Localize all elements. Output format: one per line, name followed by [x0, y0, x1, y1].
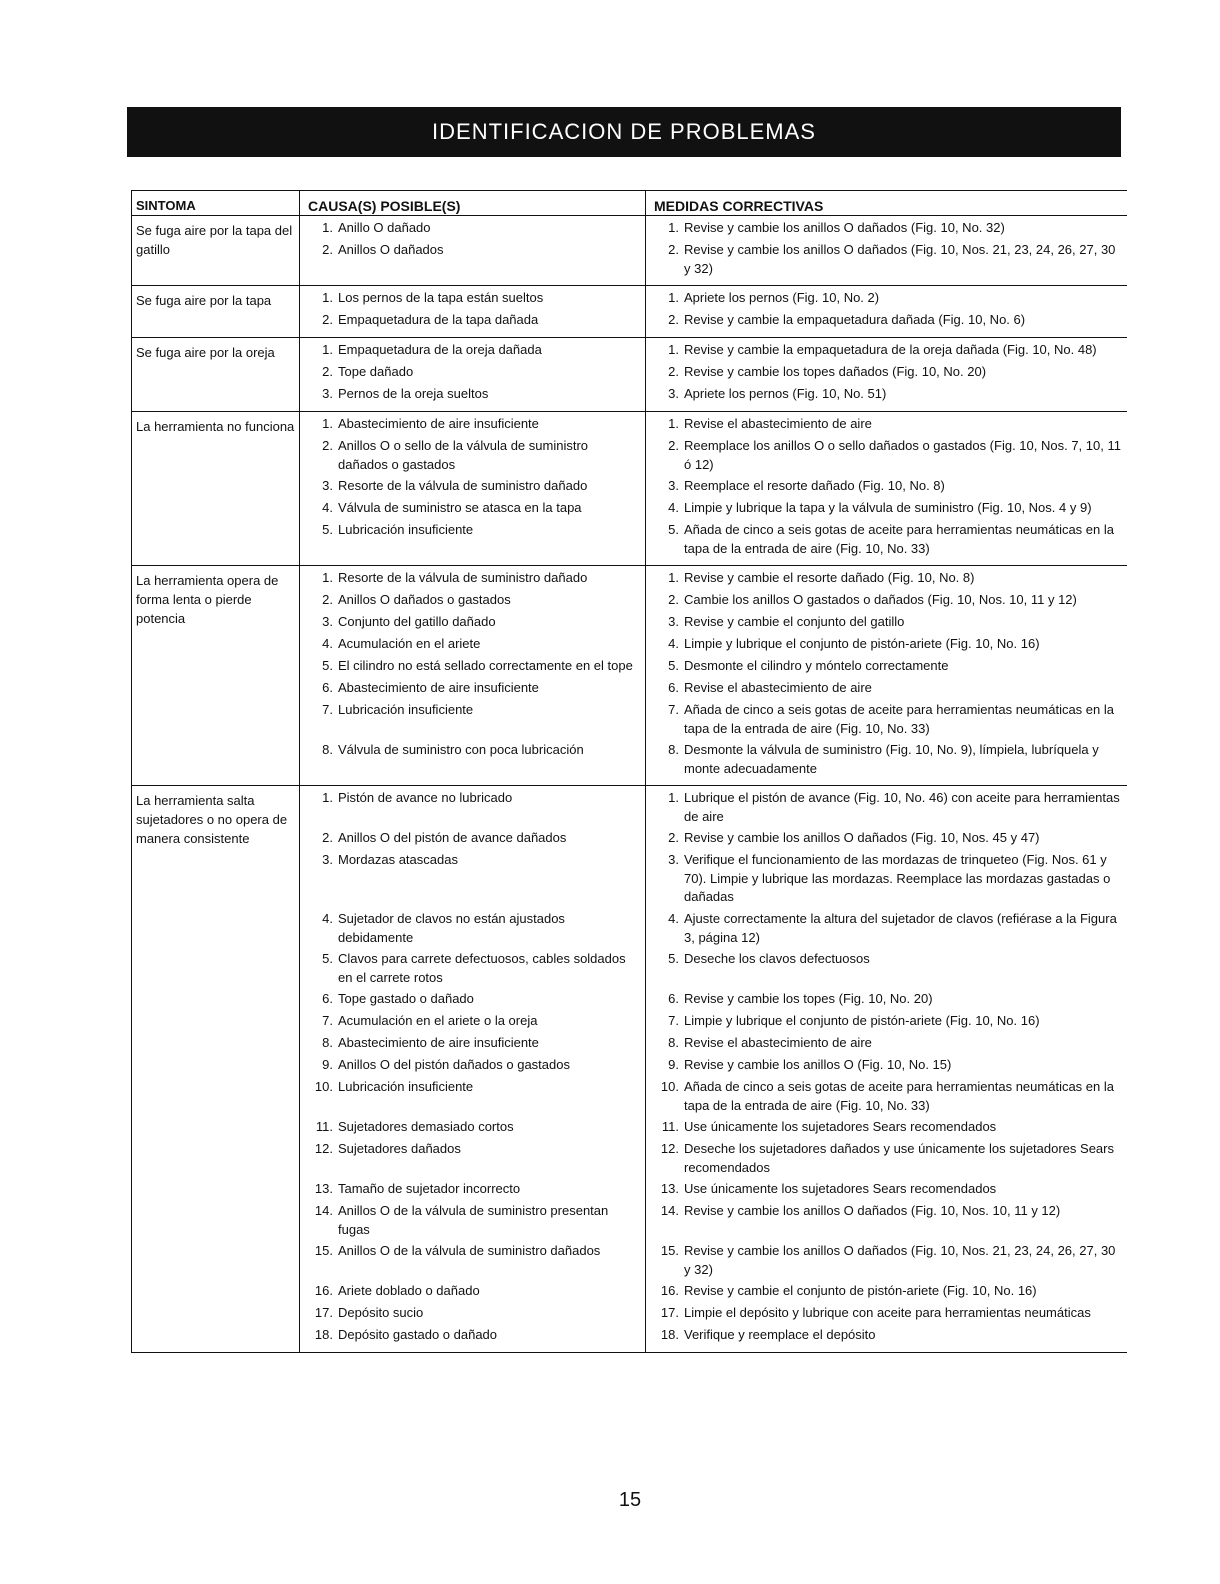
remedy-number: 17. [660, 1305, 679, 1320]
remedy-number: 2. [668, 438, 679, 453]
cause-item [304, 289, 641, 308]
remedy-item [650, 499, 1123, 518]
cause-number: 12. [314, 1141, 333, 1156]
page-number: 15 [618, 1489, 642, 1511]
cause-text: Anillos O dañados o gastados [338, 592, 511, 607]
cause-text: El cilindro no está sellado correctamente en el tope [338, 658, 633, 673]
cause-text: Anillos O de la válvula de suministro dañados [338, 1243, 601, 1258]
cause-text: Abastecimiento de aire insuficiente [338, 416, 539, 431]
remedy-item [650, 415, 1123, 434]
remedy-text: Desmonte el cilindro y móntelo correctamente [684, 658, 949, 673]
cause-text: Válvula de suministro con poca lubricación [338, 742, 584, 757]
cause-text: Válvula de suministro se atasca en la tapa [338, 500, 582, 515]
cause-text: Conjunto del gatillo dañado [338, 614, 496, 629]
remedy-number: 13. [660, 1181, 679, 1196]
cause-number: 2. [322, 364, 333, 379]
page-title-banner [127, 107, 1121, 157]
cause-number: 10. [314, 1079, 333, 1094]
remedy-item [650, 1056, 1123, 1075]
cause-text: Lubricación insuficiente [338, 1079, 474, 1094]
remedy-number: 3. [668, 386, 679, 401]
cause-text: Anillos O del pistón de avance dañados [338, 830, 567, 845]
remedy-item [650, 363, 1123, 382]
cause-text: Pernos de la oreja sueltos [338, 386, 489, 401]
remedy-number: 1. [668, 220, 679, 235]
cause-text: Sujetador de clavos no están ajustados debidamente [338, 911, 565, 945]
cause-item [304, 789, 641, 826]
remedy-number: 1. [668, 342, 679, 357]
cause-item [304, 950, 641, 987]
remedy-text: Revise y cambie el conjunto del gatillo [684, 614, 905, 629]
remedy-item [650, 1242, 1123, 1279]
remedy-text: Revise y cambie los anillos O (Fig. 10, No. 15) [684, 1057, 952, 1072]
cause-text: Pistón de avance no lubricado [338, 790, 513, 805]
symptom-cell: Se fuga aire por la oreja [131, 338, 299, 411]
remedy-text: Reemplace el resorte dañado (Fig. 10, No. 8) [684, 478, 945, 493]
remedy-text: Revise y cambie los anillos O dañados (Fig. 10, Nos. 21, 23, 24, 26, 27, 30 y 32) [684, 1243, 1116, 1277]
remedy-number: 5. [668, 522, 679, 537]
remedy-number: 3. [668, 478, 679, 493]
table-row [131, 566, 1127, 786]
cause-item [304, 990, 641, 1009]
cause-item [304, 679, 641, 698]
remedy-item [650, 1282, 1123, 1301]
remedy-number: 1. [668, 416, 679, 431]
cause-text: Tamaño de sujetador incorrecto [338, 1181, 521, 1196]
remedy-item [650, 990, 1123, 1009]
cause-text: Acumulación en el ariete [338, 636, 481, 651]
remedy-text: Revise el abastecimiento de aire [684, 1035, 872, 1050]
remedy-text: Use únicamente los sujetadores Sears recomendados [684, 1181, 997, 1196]
cause-item [304, 1078, 641, 1115]
cause-item [304, 851, 641, 907]
cause-text: Depósito gastado o dañado [338, 1327, 498, 1342]
cause-text: Tope dañado [338, 364, 414, 379]
table-header [131, 191, 1127, 216]
remedy-number: 12. [660, 1141, 679, 1156]
troubleshooting-table [131, 190, 1127, 1353]
remedy-number: 8. [668, 742, 679, 757]
cause-item [304, 521, 641, 558]
remedy-number: 5. [668, 951, 679, 966]
cause-number: 6. [322, 991, 333, 1006]
table-body [131, 216, 1127, 1352]
cause-item [304, 591, 641, 610]
remedy-text: Revise el abastecimiento de aire [684, 416, 872, 431]
remedy-number: 2. [668, 592, 679, 607]
table-row [131, 338, 1127, 412]
remedy-text: Limpie y lubrique el conjunto de pistón-ariete (Fig. 10, No. 16) [684, 636, 1040, 651]
cause-text: Abastecimiento de aire insuficiente [338, 680, 539, 695]
remedy-text: Añada de cinco a seis gotas de aceite para herramientas neumáticas en la tapa de la entrada de aire (Fig. 10, No. 33) [684, 1079, 1114, 1113]
remedy-number: 2. [668, 830, 679, 845]
remedy-number: 8. [668, 1035, 679, 1050]
cause-number: 4. [322, 500, 333, 515]
remedy-item [650, 219, 1123, 238]
cause-text: Sujetadores demasiado cortos [338, 1119, 514, 1134]
cause-number: 3. [322, 478, 333, 493]
remedy-item [650, 910, 1123, 947]
remedy-item [650, 1304, 1123, 1323]
remedy-number: 6. [668, 991, 679, 1006]
remedy-text: Limpie el depósito y lubrique con aceite para herramientas neumáticas [684, 1305, 1091, 1320]
cause-number: 4. [322, 636, 333, 651]
cause-item [304, 1304, 641, 1323]
remedy-item [650, 950, 1123, 987]
remedy-item [650, 311, 1123, 330]
cause-number: 11. [315, 1119, 333, 1134]
remedy-number: 16. [660, 1283, 679, 1298]
cause-item [304, 415, 641, 434]
cause-item [304, 741, 641, 778]
remedy-text: Lubrique el pistón de avance (Fig. 10, No. 46) con aceite para herramientas de aire [684, 790, 1120, 824]
cause-number: 5. [322, 951, 333, 966]
cause-number: 7. [322, 1013, 333, 1028]
cause-number: 2. [322, 830, 333, 845]
remedy-number: 4. [668, 911, 679, 926]
cause-number: 1. [322, 342, 333, 357]
header-cause: CAUSA(S) POSIBLE(S) [299, 191, 645, 215]
causes-cell [299, 338, 645, 411]
symptom-cell: La herramienta opera de forma lenta o pierde potencia [131, 566, 299, 785]
symptom-cell: La herramienta salta sujetadores o no opera de manera consistente [131, 786, 299, 1352]
remedy-text: Ajuste correctamente la altura del sujetador de clavos (refiérase a la Figura 3, página 12) [684, 911, 1117, 945]
cause-number: 15. [314, 1243, 333, 1258]
cause-item [304, 657, 641, 676]
cause-number: 1. [322, 790, 333, 805]
cause-item [304, 1326, 641, 1345]
remedy-text: Revise y cambie los anillos O dañados (Fig. 10, Nos. 21, 23, 24, 26, 27, 30 y 32) [684, 242, 1116, 276]
cause-text: Anillos O de la válvula de suministro presentan fugas [338, 1203, 609, 1237]
remedy-item [650, 437, 1123, 474]
remedies-cell [645, 412, 1127, 565]
remedy-number: 7. [668, 1013, 679, 1028]
cause-item [304, 1118, 641, 1137]
cause-text: Lubricación insuficiente [338, 522, 474, 537]
remedy-text: Revise y cambie los topes dañados (Fig. 10, No. 20) [684, 364, 987, 379]
remedy-item [650, 477, 1123, 496]
cause-number: 13. [314, 1181, 333, 1196]
remedies-cell [645, 786, 1127, 1352]
cause-number: 2. [322, 592, 333, 607]
remedy-item [650, 851, 1123, 907]
cause-number: 3. [322, 614, 333, 629]
cause-text: Anillo O dañado [338, 220, 431, 235]
table-row [131, 286, 1127, 338]
remedy-number: 4. [668, 636, 679, 651]
remedy-item [650, 1140, 1123, 1177]
cause-number: 6. [322, 680, 333, 695]
remedy-item [650, 635, 1123, 654]
remedy-text: Deseche los clavos defectuosos [684, 951, 870, 966]
cause-item [304, 1242, 641, 1279]
remedy-text: Verifique y reemplace el depósito [684, 1327, 876, 1342]
remedy-item [650, 613, 1123, 632]
cause-number: 14. [314, 1203, 333, 1218]
remedy-item [650, 289, 1123, 308]
remedy-item [650, 241, 1123, 278]
cause-text: Lubricación insuficiente [338, 702, 474, 717]
remedy-text: Revise y cambie la empaquetadura de la oreja dañada (Fig. 10, No. 48) [684, 342, 1097, 357]
remedy-item [650, 1180, 1123, 1199]
symptom-cell: Se fuga aire por la tapa del gatillo [131, 216, 299, 285]
remedy-text: Apriete los pernos (Fig. 10, No. 51) [684, 386, 887, 401]
cause-number: 1. [322, 416, 333, 431]
cause-text: Acumulación en el ariete o la oreja [338, 1013, 538, 1028]
remedy-text: Revise y cambie los anillos O dañados (Fig. 10, Nos. 10, 11 y 12) [684, 1203, 1061, 1218]
remedy-item [650, 741, 1123, 778]
remedy-number: 18. [660, 1327, 679, 1342]
cause-number: 8. [322, 742, 333, 757]
cause-number: 4. [322, 911, 333, 926]
remedy-number: 4. [668, 500, 679, 515]
cause-item [304, 829, 641, 848]
cause-number: 1. [322, 290, 333, 305]
cause-item [304, 1282, 641, 1301]
remedy-number: 5. [668, 658, 679, 673]
remedy-text: Cambie los anillos O gastados o dañados (Fig. 10, Nos. 10, 11 y 12) [684, 592, 1077, 607]
cause-item [304, 341, 641, 360]
cause-text: Tope gastado o dañado [338, 991, 474, 1006]
remedy-number: 14. [660, 1203, 679, 1218]
remedy-item [650, 521, 1123, 558]
cause-text: Empaquetadura de la tapa dañada [338, 312, 539, 327]
remedies-cell [645, 338, 1127, 411]
cause-number: 7. [322, 702, 333, 717]
remedies-cell [645, 286, 1127, 337]
remedy-item [650, 701, 1123, 738]
remedy-number: 1. [668, 790, 679, 805]
cause-item [304, 1180, 641, 1199]
remedy-item [650, 1202, 1123, 1239]
table-row [131, 216, 1127, 286]
cause-item [304, 363, 641, 382]
cause-item [304, 477, 641, 496]
table-row [131, 412, 1127, 566]
remedy-item [650, 1078, 1123, 1115]
remedy-text: Desmonte la válvula de suministro (Fig. 10, No. 9), límpiela, lubríquela y monte adecuadamente [684, 742, 1099, 776]
remedy-text: Apriete los pernos (Fig. 10, No. 2) [684, 290, 880, 305]
remedy-text: Añada de cinco a seis gotas de aceite para herramientas neumáticas en la tapa de la entrada de aire (Fig. 10, No. 33) [684, 522, 1114, 556]
remedy-number: 7. [668, 702, 679, 717]
remedy-item [650, 657, 1123, 676]
causes-cell [299, 216, 645, 285]
cause-item [304, 1140, 641, 1177]
cause-text: Anillos O o sello de la válvula de suministro dañados o gastados [338, 438, 589, 472]
cause-item [304, 635, 641, 654]
causes-cell [299, 786, 645, 1352]
cause-item [304, 1012, 641, 1031]
cause-number: 8. [322, 1035, 333, 1050]
cause-number: 1. [322, 220, 333, 235]
remedy-number: 3. [668, 614, 679, 629]
table-row [131, 786, 1127, 1352]
remedies-cell [645, 566, 1127, 785]
cause-number: 16. [314, 1283, 333, 1298]
header-symptom: SINTOMA [131, 191, 299, 215]
page-title: IDENTIFICACION DE PROBLEMAS [432, 119, 816, 144]
cause-text: Anillos O dañados [338, 242, 444, 257]
cause-item [304, 311, 641, 330]
cause-text: Abastecimiento de aire insuficiente [338, 1035, 539, 1050]
cause-number: 2. [322, 438, 333, 453]
remedy-number: 2. [668, 364, 679, 379]
symptom-cell: La herramienta no funciona [131, 412, 299, 565]
cause-number: 9. [322, 1057, 333, 1072]
remedy-number: 10. [660, 1079, 679, 1094]
remedy-text: Revise y cambie los anillos O dañados (Fig. 10, No. 32) [684, 220, 1005, 235]
remedy-number: 6. [668, 680, 679, 695]
remedy-item [650, 789, 1123, 826]
remedy-number: 15. [660, 1243, 679, 1258]
remedy-text: Añada de cinco a seis gotas de aceite para herramientas neumáticas en la tapa de la entrada de aire (Fig. 10, No. 33) [684, 702, 1114, 736]
cause-item [304, 499, 641, 518]
remedy-text: Reemplace los anillos O o sello dañados o gastados (Fig. 10, Nos. 7, 10, 11 ó 12) [684, 438, 1121, 472]
cause-text: Mordazas atascadas [338, 852, 458, 867]
remedy-number: 2. [668, 312, 679, 327]
cause-number: 17. [314, 1305, 333, 1320]
remedy-text: Revise y cambie los topes (Fig. 10, No. 20) [684, 991, 933, 1006]
remedy-number: 11. [661, 1119, 679, 1134]
cause-item [304, 219, 641, 238]
cause-number: 3. [322, 852, 333, 867]
remedy-text: Revise el abastecimiento de aire [684, 680, 872, 695]
remedy-number: 3. [668, 852, 679, 867]
remedy-text: Use únicamente los sujetadores Sears recomendados [684, 1119, 997, 1134]
cause-number: 5. [322, 658, 333, 673]
causes-cell [299, 566, 645, 785]
remedy-item [650, 1034, 1123, 1053]
remedy-item [650, 679, 1123, 698]
cause-number: 2. [322, 242, 333, 257]
remedy-item [650, 1012, 1123, 1031]
cause-number: 3. [322, 386, 333, 401]
cause-item [304, 910, 641, 947]
cause-number: 2. [322, 312, 333, 327]
cause-text: Resorte de la válvula de suministro dañado [338, 570, 588, 585]
remedy-number: 1. [668, 570, 679, 585]
remedy-item [650, 1326, 1123, 1345]
remedy-item [650, 385, 1123, 404]
remedy-item [650, 569, 1123, 588]
cause-text: Los pernos de la tapa están sueltos [338, 290, 544, 305]
remedy-item [650, 341, 1123, 360]
causes-cell [299, 286, 645, 337]
cause-item [304, 1202, 641, 1239]
remedy-text: Deseche los sujetadores dañados y use únicamente los sujetadores Sears recomendados [684, 1141, 1114, 1175]
cause-item [304, 1056, 641, 1075]
cause-text: Clavos para carrete defectuosos, cables soldados en el carrete rotos [338, 951, 626, 985]
cause-item [304, 569, 641, 588]
cause-text: Anillos O del pistón dañados o gastados [338, 1057, 570, 1072]
cause-number: 5. [322, 522, 333, 537]
remedy-item [650, 829, 1123, 848]
cause-item [304, 385, 641, 404]
cause-item [304, 437, 641, 474]
remedy-text: Revise y cambie el resorte dañado (Fig. 10, No. 8) [684, 570, 975, 585]
remedy-item [650, 1118, 1123, 1137]
cause-item [304, 701, 641, 738]
remedy-text: Revise y cambie el conjunto de pistón-ariete (Fig. 10, No. 16) [684, 1283, 1037, 1298]
remedy-text: Verifique el funcionamiento de las mordazas de trinqueteo (Fig. Nos. 61 y 70). Limpie y lubrique las mordazas. Reemplace las mordazas gastadas o dañadas [684, 852, 1111, 904]
remedy-number: 1. [668, 290, 679, 305]
cause-text: Empaquetadura de la oreja dañada [338, 342, 542, 357]
causes-cell [299, 412, 645, 565]
cause-number: 1. [322, 570, 333, 585]
cause-text: Ariete doblado o dañado [338, 1283, 480, 1298]
cause-item [304, 613, 641, 632]
remedies-cell [645, 216, 1127, 285]
remedy-text: Revise y cambie los anillos O dañados (Fig. 10, Nos. 45 y 47) [684, 830, 1040, 845]
cause-item [304, 241, 641, 278]
remedy-text: Revise y cambie la empaquetadura dañada (Fig. 10, No. 6) [684, 312, 1026, 327]
header-remedy: MEDIDAS CORRECTIVAS [645, 191, 1127, 215]
remedy-item [650, 591, 1123, 610]
remedy-text: Limpie y lubrique la tapa y la válvula de suministro (Fig. 10, Nos. 4 y 9) [684, 500, 1092, 515]
cause-text: Depósito sucio [338, 1305, 424, 1320]
cause-text: Sujetadores dañados [338, 1141, 461, 1156]
cause-text: Resorte de la válvula de suministro dañado [338, 478, 588, 493]
remedy-number: 2. [668, 242, 679, 257]
remedy-text: Limpie y lubrique el conjunto de pistón-ariete (Fig. 10, No. 16) [684, 1013, 1040, 1028]
cause-number: 18. [314, 1327, 333, 1342]
remedy-number: 9. [668, 1057, 679, 1072]
symptom-cell: Se fuga aire por la tapa [131, 286, 299, 337]
cause-item [304, 1034, 641, 1053]
